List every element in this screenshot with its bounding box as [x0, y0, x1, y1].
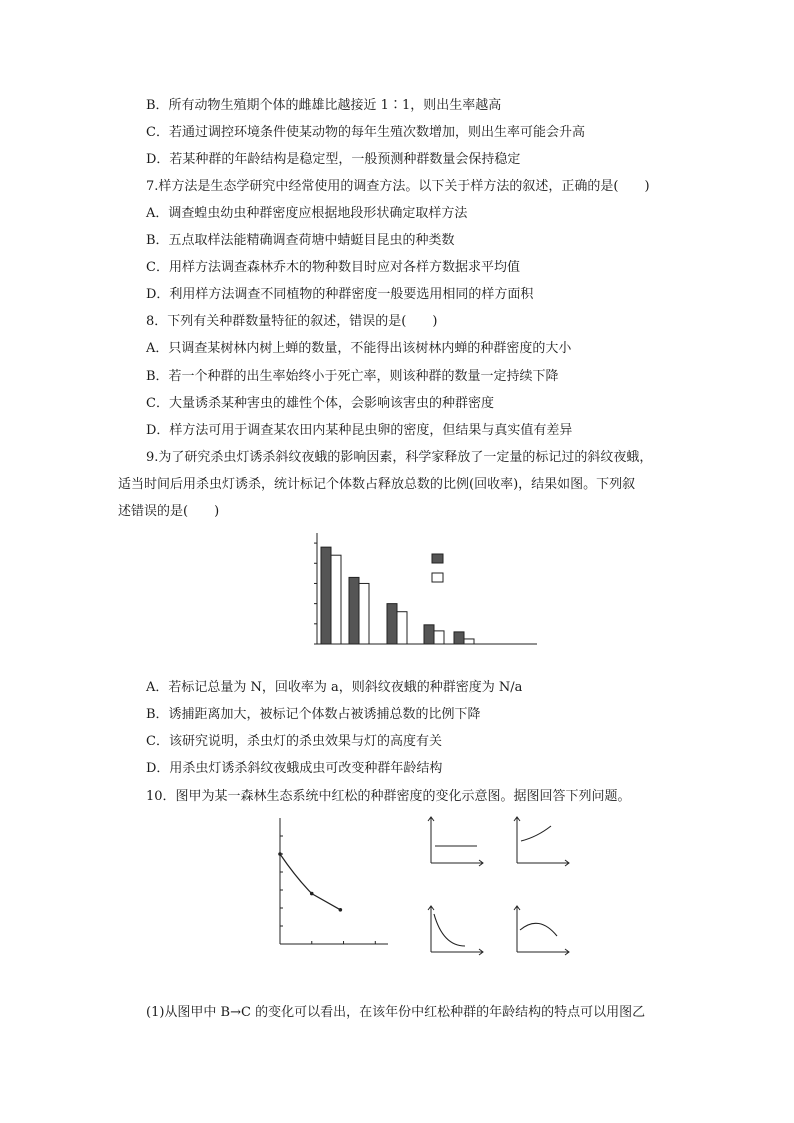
option-8b: B．若一个种群的出生率始终小于死亡率，则该种群的数量一定持续下降: [146, 369, 559, 384]
bar: [397, 612, 407, 644]
density-curve: [280, 854, 340, 910]
option-8a: A．只调查某树林内树上蝉的数量，不能得出该树林内蝉的种群密度的大小: [146, 341, 572, 356]
age-curve: [520, 923, 557, 936]
legend-swatch: [432, 573, 443, 582]
option-6d: D．若某种群的年龄结构是稳定型，一般预测种群数量会保持稳定: [146, 152, 521, 167]
age-curve: [434, 914, 465, 946]
question-9: 9.为了研究杀虫灯诱杀斜纹夜蛾的影响因素，科学家释放了一定量的标记过的斜纹夜蛾，: [146, 450, 653, 465]
option-9a: A．若标记总量为 N，回收率为 a，则斜纹夜蛾的种群密度为 N/a: [146, 680, 523, 695]
age-panel: [514, 906, 569, 955]
bar: [359, 583, 369, 644]
question-8: 8．下列有关种群数量特征的叙述，错误的是( ): [146, 314, 438, 329]
bar: [464, 639, 474, 644]
bar: [434, 631, 444, 644]
age-panel: [514, 817, 569, 866]
option-9b: B．诱捕距离加大，被标记个体数占被诱捕总数的比例下降: [146, 707, 481, 722]
recovery-rate-bar-chart: [262, 528, 562, 676]
bar: [387, 604, 397, 644]
age-panel: [428, 906, 483, 955]
question-7: 7.样方法是生态学研究中经常使用的调查方法。以下关于样方法的叙述，正确的是( ): [146, 179, 650, 194]
population-density-line-chart: [238, 818, 398, 996]
option-7a: A．调查蝗虫幼虫种群密度应根据地段形状确定取样方法: [146, 206, 468, 221]
data-point: [339, 908, 343, 912]
option-7b: B．五点取样法能精确调查荷塘中蜻蜓目昆虫的种类数: [146, 233, 455, 248]
bar: [321, 547, 331, 644]
bar: [331, 555, 341, 644]
question-10: 10．图甲为某一森林生态系统中红松的种群密度的变化示意图。据图回答下列问题。: [146, 789, 631, 804]
data-point: [310, 892, 314, 896]
option-6c: C．若通过调控环境条件使某动物的每年生殖次数增加，则出生率可能会升高: [146, 125, 585, 140]
question-10-part1: (1)从图甲中 B→C 的变化可以看出，在该年份中红松种群的年龄结构的特点可以用图乙: [146, 1005, 646, 1020]
option-7c: C．用样方法调查森林乔木的物种数目时应对各样方数据求平均值: [146, 260, 520, 275]
option-8d: D．样方法可用于调查某农田内某种昆虫卵的密度，但结果与真实值有差异: [146, 423, 573, 438]
bar: [454, 632, 464, 644]
option-9d: D．用杀虫灯诱杀斜纹夜蛾成虫可改变种群年龄结构: [146, 761, 443, 776]
option-8c: C．大量诱杀某种害虫的雄性个体，会影响该害虫的种群密度: [146, 396, 494, 411]
option-6b: B．所有动物生殖期个体的雌雄比越接近 1∶1，则出生率越高: [146, 98, 502, 113]
bar: [424, 625, 434, 644]
legend-swatch: [432, 554, 443, 563]
question-9-cont: 适当时间后用杀虫灯诱杀，统计标记个体数占释放总数的比例(回收率)，结果如图。下列叙: [118, 477, 636, 492]
bar: [349, 577, 359, 644]
question-9-cont2: 述错误的是( ): [118, 504, 220, 519]
option-9c: C．该研究说明，杀虫灯的杀虫效果与灯的高度有关: [146, 734, 442, 749]
age-curve: [521, 826, 551, 841]
option-7d: D．利用样方法调查不同植物的种群密度一般要选用相同的样方面积: [146, 287, 534, 302]
data-point: [278, 852, 282, 856]
age-structure-panels: [405, 815, 595, 1000]
age-panel: [428, 817, 483, 866]
